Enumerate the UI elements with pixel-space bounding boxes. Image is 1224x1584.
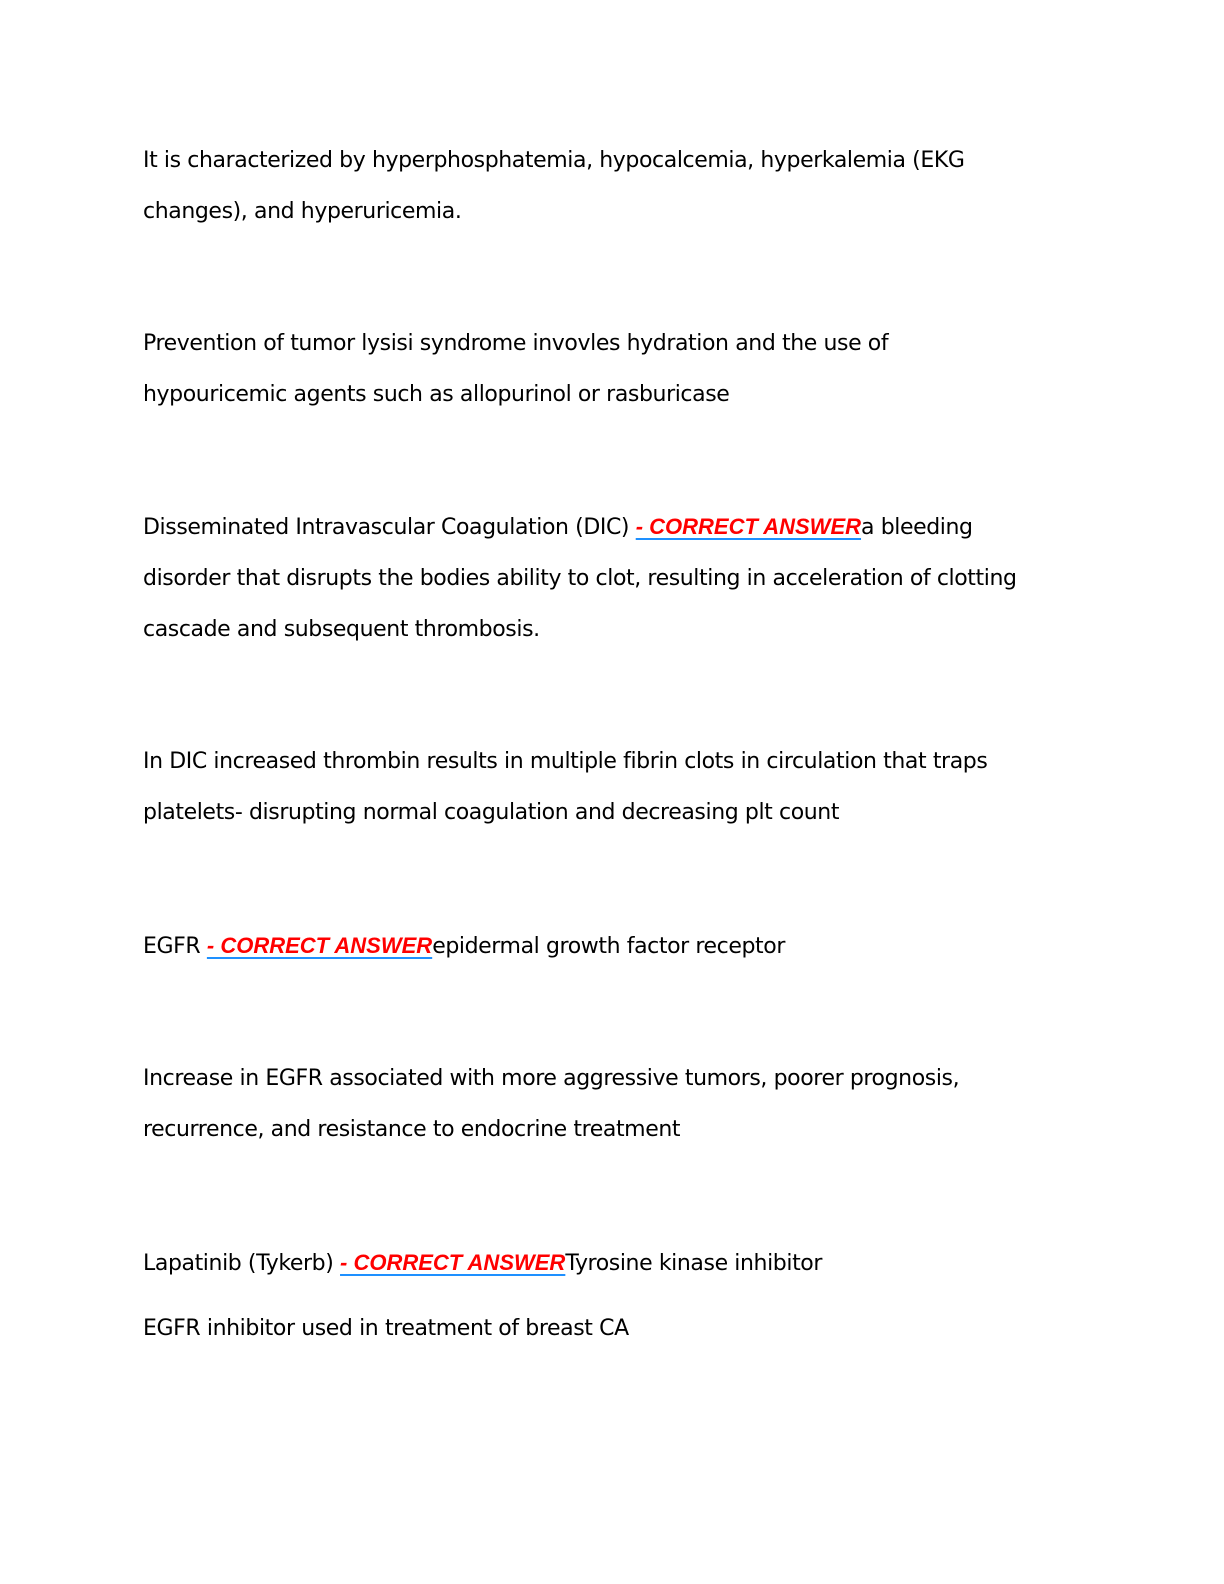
- paragraph-line: Prevention of tumor lysisi syndrome invovles hydration and the use of: [143, 331, 889, 356]
- term-label: Disseminated Intravascular Coagulation (DIC): [143, 515, 636, 540]
- paragraph-line: disorder that disrupts the bodies ability to clot, resulting in acceleration of clotting: [143, 566, 1017, 591]
- correct-answer-marker: - CORRECT ANSWER: [206, 933, 433, 958]
- term-label: Lapatinib (Tykerb): [143, 1251, 341, 1276]
- term-label: EGFR: [143, 934, 207, 959]
- paragraph-line: It is characterized by hyperphosphatemia, hypocalcemia, hyperkalemia (EKG: [143, 148, 965, 173]
- paragraph-line: platelets- disrupting normal coagulation and decreasing plt count: [143, 800, 840, 825]
- correct-answer-marker: - CORRECT ANSWER: [635, 514, 862, 539]
- paragraph-line: EGFR inhibitor used in treatment of breast CA: [143, 1316, 629, 1341]
- paragraph-line: In DIC increased thrombin results in multiple fibrin clots in circulation that traps: [143, 749, 988, 774]
- paragraph-line: recurrence, and resistance to endocrine treatment: [143, 1117, 681, 1142]
- paragraph-line: hypouricemic agents such as allopurinol or rasburicase: [143, 382, 730, 407]
- term-definition: a bleeding: [861, 515, 973, 540]
- term-definition: Tyrosine kinase inhibitor: [565, 1251, 823, 1276]
- correct-answer-marker: - CORRECT ANSWER: [340, 1250, 566, 1275]
- paragraph-line: changes), and hyperuricemia.: [143, 199, 462, 224]
- term-definition: epidermal growth factor receptor: [432, 934, 785, 959]
- term-line-lapatinib: [143, 1248, 822, 1279]
- paragraph-line: Increase in EGFR associated with more aggressive tumors, poorer prognosis,: [143, 1066, 960, 1091]
- term-line-egfr: [143, 931, 785, 962]
- paragraph-line: cascade and subsequent thrombosis.: [143, 617, 540, 642]
- term-line-dic: [143, 512, 973, 543]
